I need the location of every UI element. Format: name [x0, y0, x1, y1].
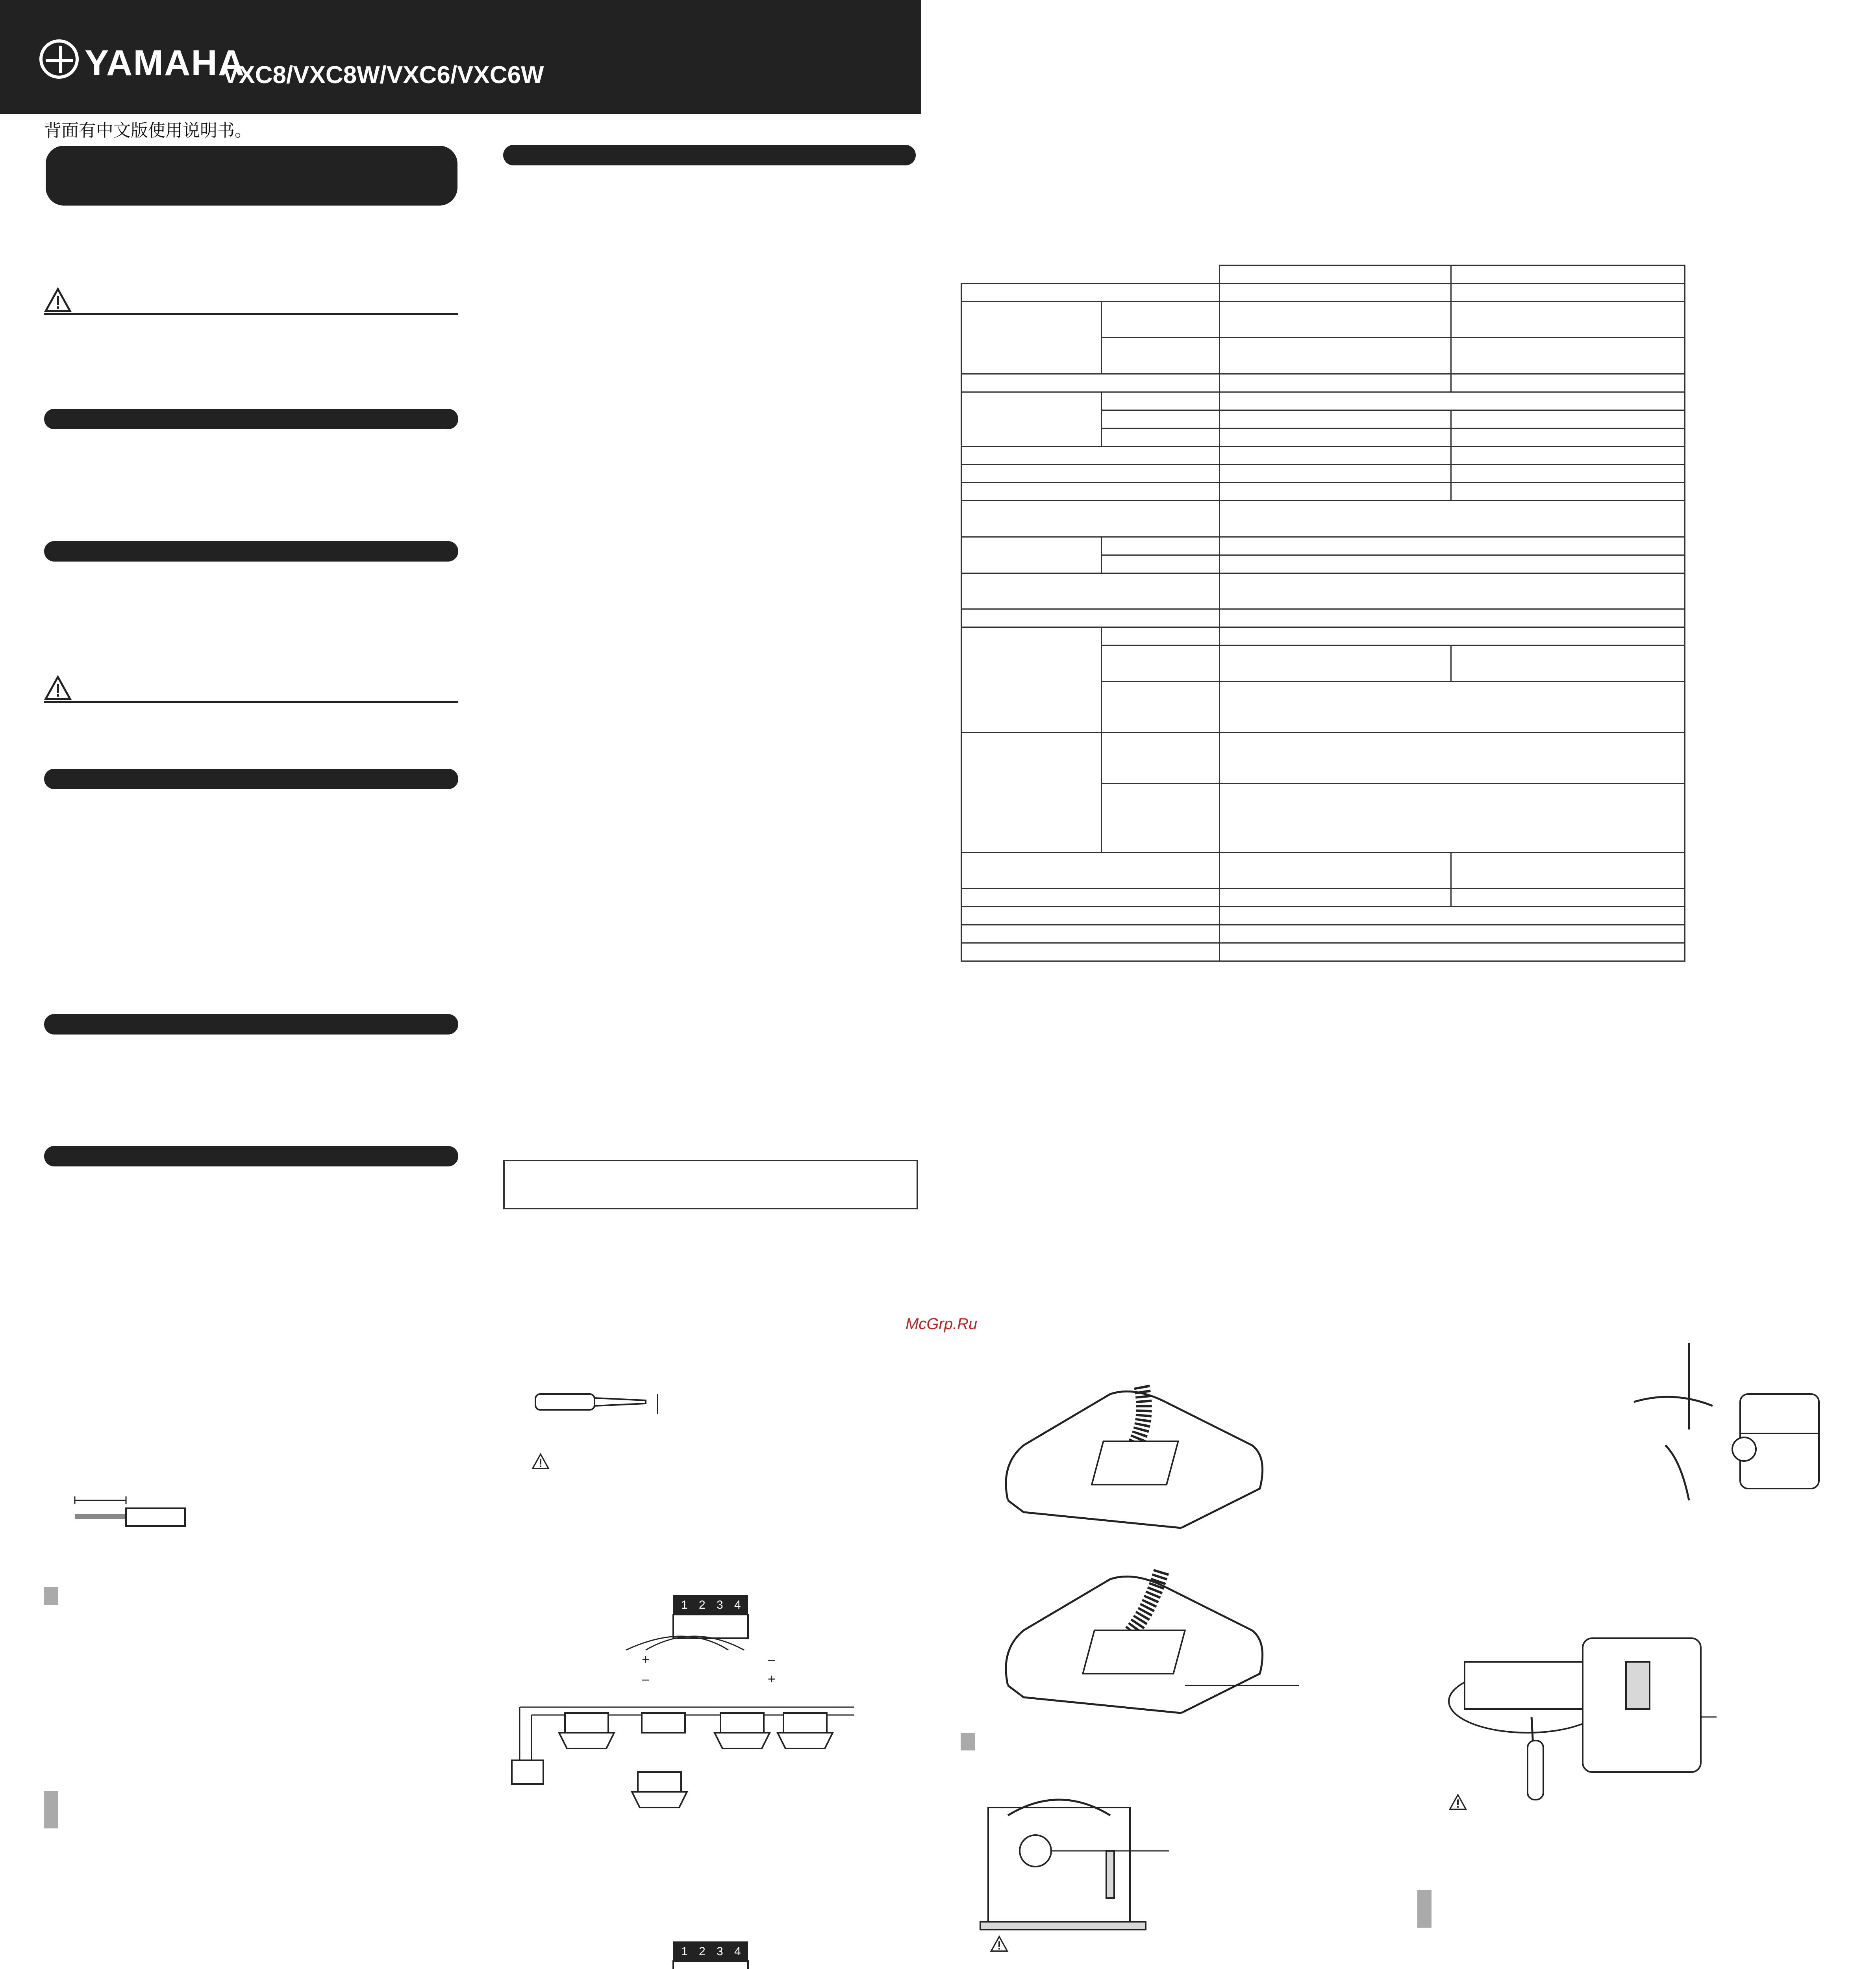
yamaha-logo-icon	[39, 39, 79, 79]
step-marker	[1417, 1890, 1432, 1928]
ceiling-cutout-figure	[980, 1792, 1177, 1941]
chinese-note: 背面有中文版使用说明书。	[44, 121, 252, 141]
section-bar	[44, 409, 458, 429]
screwdriver-tip-figure	[528, 1382, 677, 1426]
caution-icon	[1449, 1794, 1467, 1810]
step-marker	[961, 1733, 975, 1750]
wiring-diagram-series	[508, 1937, 870, 1969]
brand-name: YAMAHA	[85, 43, 245, 83]
step-marker	[44, 1587, 58, 1605]
minus-label: –	[642, 1672, 649, 1687]
terminal-label: 1	[681, 1598, 688, 1611]
caution-rule	[44, 313, 458, 315]
note-box	[503, 1160, 918, 1209]
plus-label: +	[768, 1672, 776, 1687]
terminal-label: 2	[699, 1945, 706, 1958]
caution-rule	[44, 701, 458, 703]
plus-label: +	[642, 1652, 650, 1667]
caution-icon	[532, 1453, 550, 1470]
caution-icon	[990, 1936, 1008, 1952]
terminal-label: 3	[717, 1945, 723, 1958]
section-bar	[44, 1014, 458, 1035]
terminal-label: 2	[699, 1598, 706, 1611]
model-title: VXC8/VXC8W/VXC6/VXC6W	[222, 61, 544, 89]
section-bar	[44, 1146, 458, 1166]
spec-cell	[1220, 265, 1451, 284]
terminal-label: 1	[681, 1945, 688, 1958]
speaker-clamp-figure	[1000, 1571, 1307, 1721]
wire-strip-figure	[71, 1493, 197, 1540]
minus-label: –	[768, 1652, 775, 1667]
speaker-cable-conduit-figure	[1000, 1386, 1299, 1536]
section-bar	[44, 769, 458, 789]
section-bar	[503, 145, 916, 165]
clamp-detail-figure	[1634, 1343, 1823, 1508]
terminal-label: 4	[734, 1598, 741, 1611]
wiring-diagram-parallel	[508, 1591, 870, 1827]
caution-icon	[44, 675, 72, 701]
caution-icon	[44, 287, 72, 313]
terminal-label: 4	[734, 1945, 741, 1958]
specifications-table	[961, 265, 1685, 962]
spec-cell	[1451, 265, 1685, 284]
watermark-text: McGrp.Ru	[906, 1315, 978, 1333]
section-bar	[44, 541, 458, 562]
speaker-cover-figure	[1449, 1638, 1709, 1804]
section-title-box	[46, 146, 457, 206]
step-marker	[44, 1791, 58, 1828]
terminal-label: 3	[717, 1598, 723, 1611]
